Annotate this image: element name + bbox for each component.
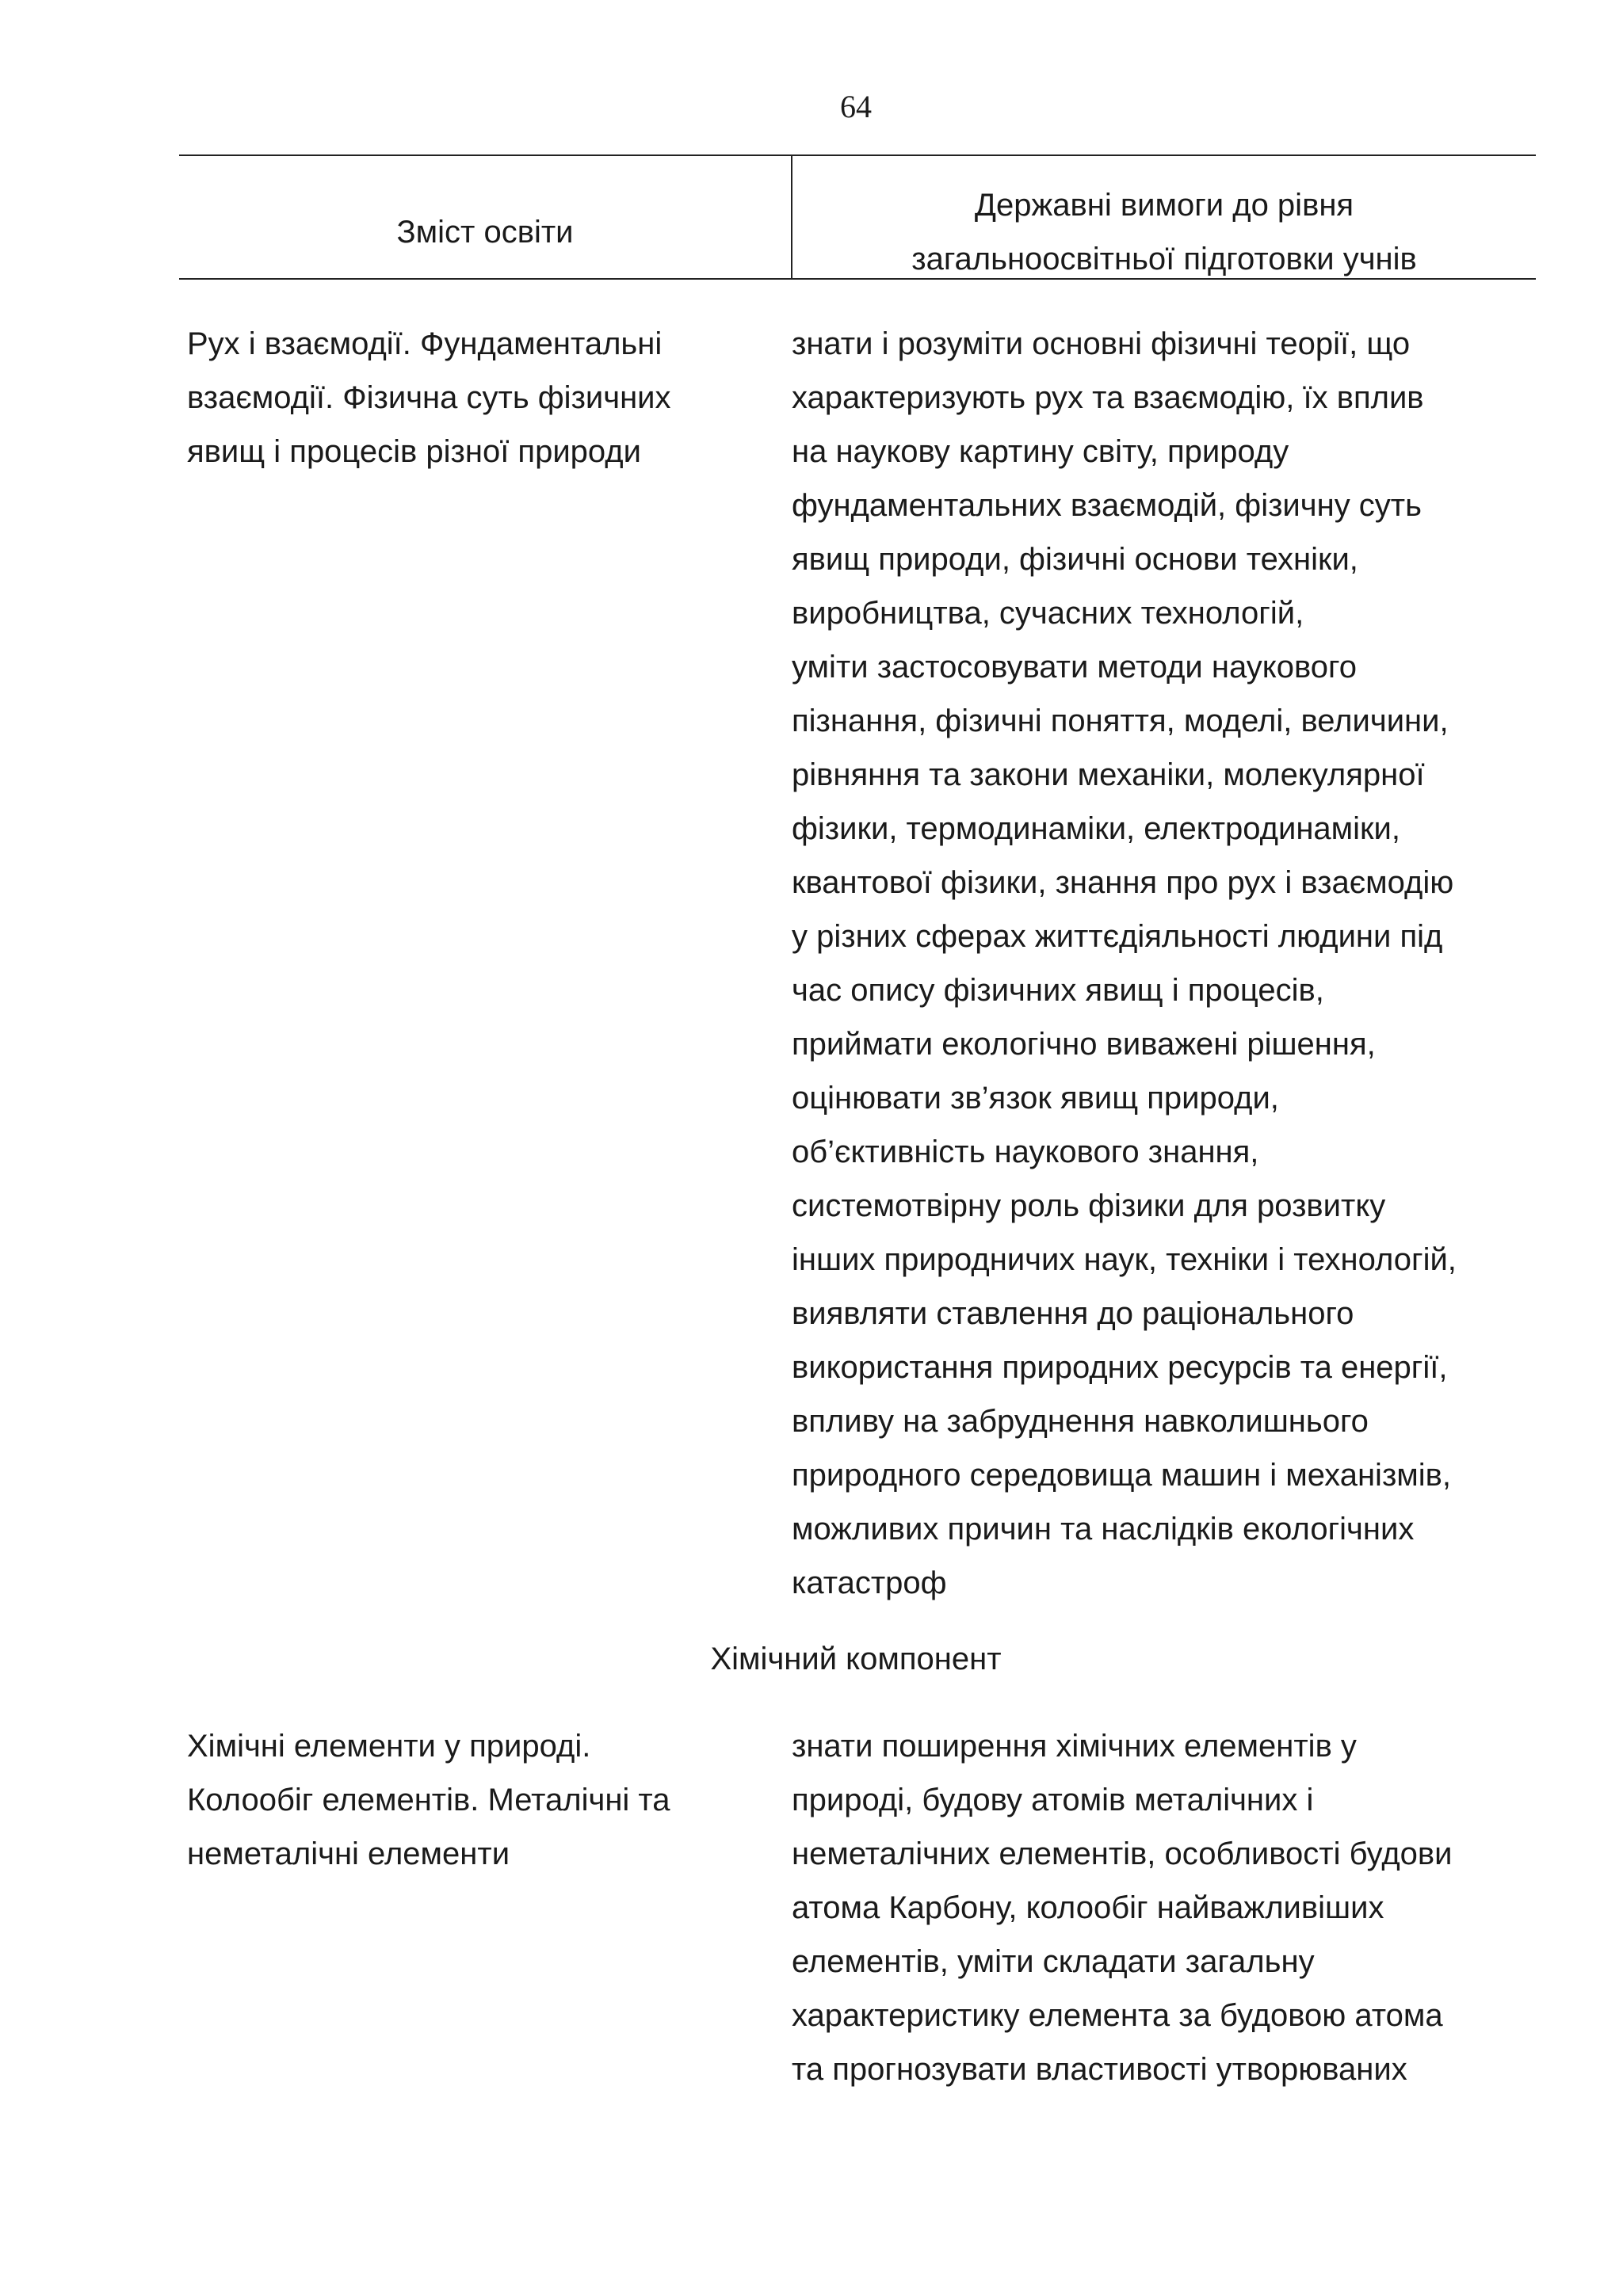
- text-line: Колообіг елементів. Металічні та: [187, 1783, 670, 1817]
- text-line: неметалічні елементи: [187, 1836, 510, 1871]
- text-line: характеризують рух та взаємодію, їх вплив: [792, 380, 1424, 415]
- row2-content-cell: [187, 1719, 670, 1881]
- text-line: час опису фізичних явищ і процесів,: [792, 973, 1324, 1008]
- text-line: пізнання, фізичні поняття, моделі, величини,: [792, 704, 1449, 738]
- text-line: системотвірну роль фізики для розвитку: [792, 1188, 1386, 1223]
- text-line: атома Карбону, колообіг найважливіших: [792, 1890, 1384, 1925]
- text-line: неметалічних елементів, особливості будови: [792, 1836, 1453, 1871]
- row1-requirements-cell: [792, 317, 1457, 1610]
- text-line: знати поширення хімічних елементів у: [792, 1729, 1357, 1764]
- text-line: можливих причин та наслідків екологічних: [792, 1512, 1415, 1547]
- row1-content-cell: [187, 317, 671, 479]
- text-line: фізики, термодинаміки, електродинаміки,: [792, 811, 1401, 846]
- text-line: явищ природи, фізичні основи техніки,: [792, 542, 1358, 577]
- text-line: уміти застосовувати методи наукового: [792, 650, 1357, 685]
- text-line: явищ і процесів різної природи: [187, 434, 641, 469]
- text-line: у різних сферах життєдіяльності людини під: [792, 919, 1443, 954]
- text-line: виробництва, сучасних технологій,: [792, 596, 1304, 631]
- text-line: квантової фізики, знання про рух і взаємодію: [792, 865, 1454, 900]
- text-line: Рух і взаємодії. Фундаментальні: [187, 326, 663, 361]
- text-line: фундаментальних взаємодій, фізичну суть: [792, 488, 1422, 523]
- table-top-rule: [179, 154, 1536, 156]
- text-line: оцінювати зв’язок явищ природи,: [792, 1081, 1279, 1116]
- text-line: впливу на забруднення навколишнього: [792, 1404, 1369, 1439]
- row2-requirements-cell: [792, 1719, 1453, 2096]
- page-number: 64: [840, 89, 872, 124]
- text-line: знати і розуміти основні фізичні теорії, що: [792, 326, 1411, 361]
- text-line: використання природних ресурсів та енергії,: [792, 1350, 1448, 1385]
- header-content-of-education: Зміст освіти: [396, 215, 574, 250]
- text-line: елементів, уміти складати загальну: [792, 1944, 1315, 1979]
- text-line: природного середовища машин і механізмів,: [792, 1458, 1452, 1493]
- header-state-requirements-line: загальноосвітньої підготовки учнів: [911, 242, 1417, 277]
- text-line: приймати екологічно виважені рішення,: [792, 1027, 1376, 1062]
- text-line: природі, будову атомів металічних і: [792, 1783, 1314, 1817]
- text-line: Хімічні елементи у природі.: [187, 1729, 591, 1764]
- header-state-requirements: [792, 178, 1536, 286]
- text-line: інших природничих наук, техніки і технологій,: [792, 1242, 1457, 1277]
- text-line: взаємодії. Фізична суть фізичних: [187, 380, 671, 415]
- text-line: об’єктивність наукового знання,: [792, 1135, 1259, 1169]
- text-line: виявляти ставлення до раціонального: [792, 1296, 1354, 1331]
- text-line: та прогнозувати властивості утворюваних: [792, 2052, 1407, 2087]
- section-heading-chemistry: Хімічний компонент: [710, 1642, 1002, 1676]
- text-line: характеристику елемента за будовою атома: [792, 1998, 1443, 2033]
- header-bottom-rule: [179, 278, 1536, 280]
- header-state-requirements-line: Державні вимоги до рівня: [974, 188, 1354, 223]
- text-line: на наукову картину світу, природу: [792, 434, 1289, 469]
- text-line: катастроф: [792, 1566, 947, 1600]
- text-line: рівняння та закони механіки, молекулярної: [792, 757, 1425, 792]
